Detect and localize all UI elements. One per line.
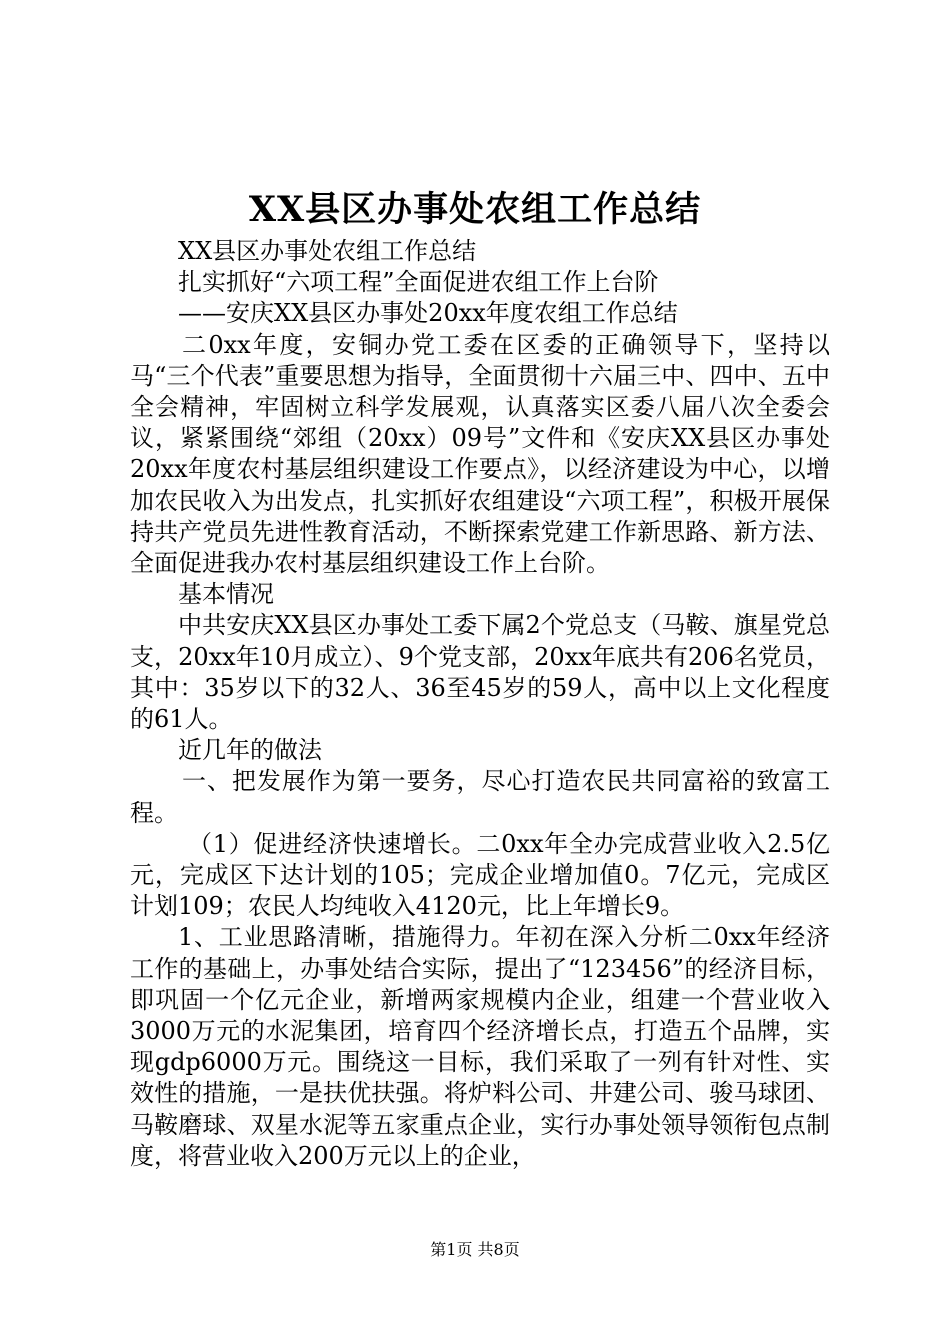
body-paragraph: 二0xx年度，安铜办党工委在区委的正确领导下，坚持以马“三个代表”重要思想为指导，全面贯彻十六届三中、四中、五中全会精神，牢固树立科学发展观，认真落实区委八届八次全委会议，紧紧围绕“郊组（20xx）09号”文件和《安庆XX县区办事处20xx年度农村基层组织建设工作要点》，以经济建设为中心，以增加农民收入为出发点，扎实抓好农组建设“六项工程”，积极开展保持共产党员先进性教育活动，不断探索党建工作新思路、新方法、全面促进我办农村基层组织建设工作上台阶。: [130, 330, 830, 578]
page-footer: 第1页 共8页: [430, 1240, 520, 1259]
subtitle-line: ——安庆XX县区办事处20xx年度农组工作总结: [178, 299, 678, 328]
document-title: XX县区办事处农组工作总结: [248, 189, 702, 230]
section-heading: 近几年的做法: [178, 736, 322, 765]
section-heading: 基本情况: [178, 580, 274, 609]
body-paragraph: 1、工业思路清晰，措施得力。年初在深入分析二0xx年经济工作的基础上，办事处结合实际，提出了“123456”的经济目标，即巩固一个亿元企业，新增两家规模内企业，组建一个营业收入3000万元的水泥集团，培育四个经济增长点，打造五个品牌，实现gdp6000万元。围绕这一目标，我们采取了一列有针对性、实效性的措施，一是扶优扶强。将炉料公司、井建公司、骏马球团、马鞍磨球、双星水泥等五家重点企业，实行办事处领导领衔包点制度，将营业收入200万元以上的企业，: [130, 923, 830, 1170]
document-body: [130, 236, 830, 1172]
body-paragraph: 中共安庆XX县区办事处工委下属2个党总支（马鞍、旗星党总支，20xx年10月成立）、9个党支部，20xx年底共有206名党员，其中：35岁以下的32人、36至45岁的59人，高中以上文化程度的61人。: [130, 611, 830, 734]
body-paragraph: （1）促进经济快速增长。二0xx年全办完成营业收入2.5亿元，完成区下达计划的105；完成企业增加值0。7亿元，完成区计划109；农民人均纯收入4120元，比上年增长9。: [130, 829, 830, 921]
body-paragraph: 一、把发展作为第一要务，尽心打造农民共同富裕的致富工程。: [130, 767, 830, 827]
subtitle-line: XX县区办事处农组工作总结: [178, 237, 477, 265]
subtitle-line: 扎实抓好“六项工程”全面促进农组工作上台阶: [178, 268, 659, 297]
